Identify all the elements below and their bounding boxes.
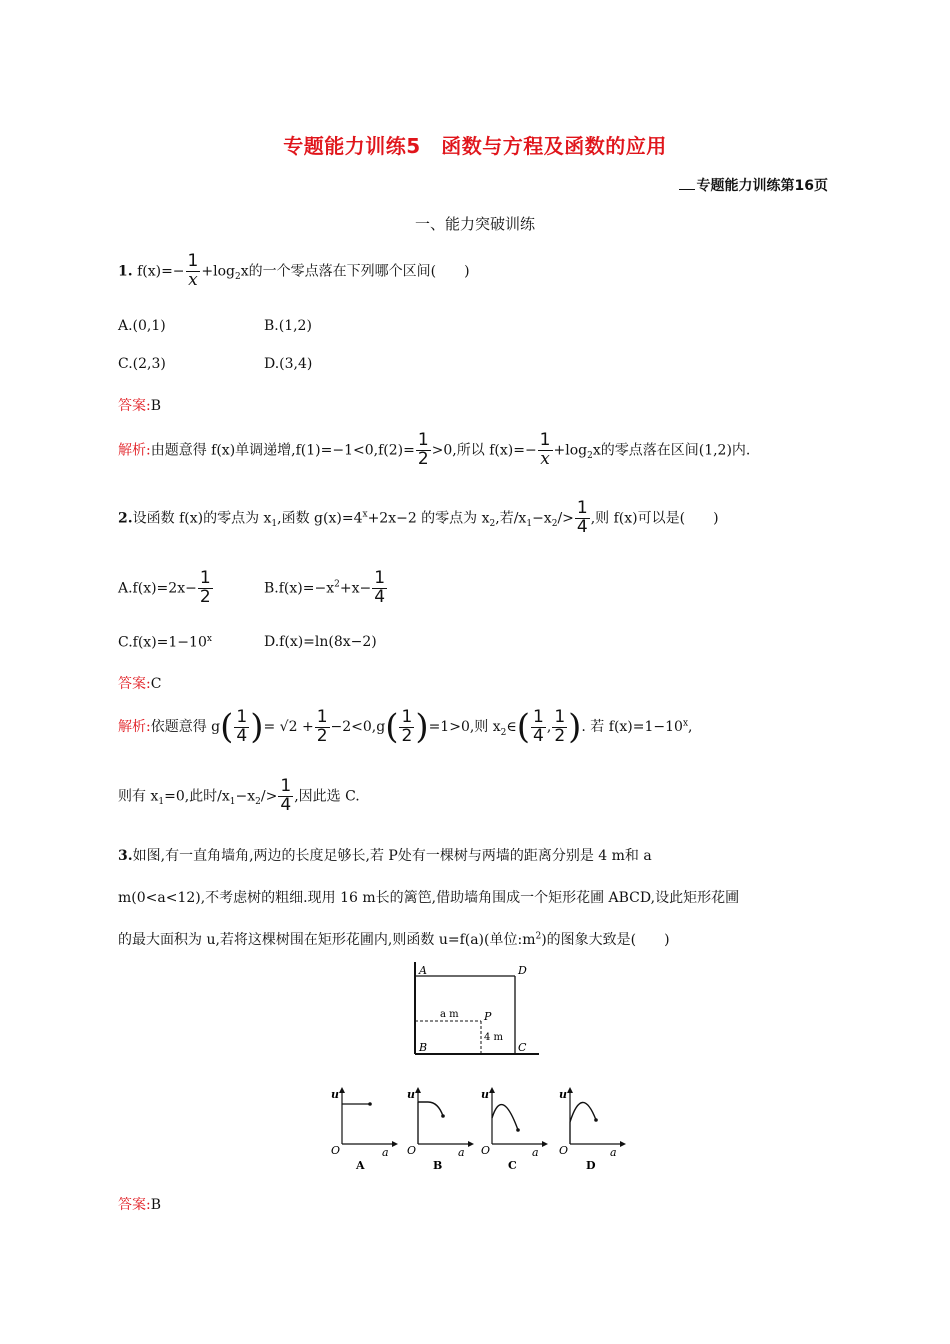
- option-a: A.(0,1): [118, 318, 166, 334]
- svg-text:O: O: [331, 1144, 341, 1157]
- page-title: 专题能力训练5 函数与方程及函数的应用: [283, 134, 667, 158]
- graph-d: [559, 1087, 626, 1172]
- svg-text:a: a: [382, 1146, 389, 1159]
- svg-text:A: A: [356, 1159, 365, 1172]
- svg-text:C: C: [508, 1159, 517, 1172]
- exercise-reference: 专题能力训练第16页: [679, 175, 828, 195]
- answer-1: 答案:B: [118, 398, 162, 414]
- answer-2: 答案:C: [118, 676, 162, 692]
- option-d: D.f(x)=ln(8x−2): [264, 634, 377, 650]
- svg-text:a: a: [532, 1146, 539, 1159]
- svg-text:O: O: [559, 1144, 569, 1157]
- analysis-2: 解析:依题意得 g( $\frac{1}{4}$ )= √2 + $\frac{1}{2}$ −2<0,g( $\frac{1}{2}$ )=1>0,则 $x_2\in$( $\frac{1}{4}$ , $\frac{1}{2}$ ). 若 $f(x)=1-10^x$,: [118, 706, 693, 747]
- question-1: 1. f(x)=− $\frac{1}{x}$ $+\log_2x$的一个零点落在下列哪个区间( ): [118, 251, 470, 290]
- svg-text:u: u: [559, 1088, 567, 1101]
- label-a-m: a m: [440, 1009, 459, 1020]
- svg-text:O: O: [407, 1144, 417, 1157]
- question-3-line-3: 的最大面积为 u,若将这棵树围在矩形花圃内,则函数 u=f(a)(单位$:m^2$)的图象大致是( ): [118, 931, 670, 948]
- label-p: P: [484, 1010, 492, 1023]
- wall-corner-figure: [405, 960, 545, 1060]
- svg-text:a: a: [458, 1146, 465, 1159]
- analysis-2-continued: 则有 $x_1=0$,此时$/x_1-x_2/>$ $\frac{1}{4}$ ,因此选 C.: [118, 776, 360, 815]
- analysis-1: 解析:由题意得 f(x)单调递增,f(1)=−1<0,f(2)= $\frac{1}{2}$ >0,所以 f(x)=− $\frac{1}{x}$ $+\log_2x$的零点落在区间(1,2)内.: [118, 430, 751, 469]
- svg-text:D: D: [586, 1159, 596, 1172]
- graph-a: [331, 1087, 398, 1172]
- question-3-line-1: 3.如图,有一直角墙角,两边的长度足够长,若 P处有一棵树与两墙的距离分别是 4 m和 a: [118, 848, 652, 864]
- option-c: C.(2,3): [118, 356, 166, 372]
- option-d: D.(3,4): [264, 356, 313, 372]
- answer-3: 答案:B: [118, 1197, 162, 1213]
- label-d: D: [518, 964, 527, 977]
- question-3-line-2: m(0<a<12),不考虑树的粗细.现用 16 m长的篱笆,借助墙角围成一个矩形花圃 ABCD,设此矩形花圃: [118, 890, 740, 906]
- graph-c: [481, 1087, 548, 1172]
- option-c: $C.f(x)=1-10^x$: [118, 634, 212, 651]
- section-heading: 一、能力突破训练: [414, 215, 535, 233]
- svg-text:B: B: [433, 1159, 443, 1172]
- answer-graphs: [320, 1082, 630, 1172]
- svg-text:a: a: [610, 1146, 617, 1159]
- svg-text:u: u: [407, 1088, 415, 1101]
- graph-b: [407, 1087, 474, 1172]
- option-a: A.f(x)=2x− $\frac{1}{2}$: [118, 568, 211, 607]
- label-b: B: [419, 1041, 428, 1054]
- svg-text:u: u: [481, 1088, 489, 1101]
- label-c: C: [518, 1041, 527, 1054]
- question-2: 2.设函数 f(x)的零点为 $x_1$,函数 $g(x)=4^x+2x-2$ 的零点为 $x_2$,若$/x_1-x_2/>$ $\frac{1}{4}$ ,则 f(x)可以是( ): [118, 498, 719, 537]
- svg-text:u: u: [331, 1088, 339, 1101]
- option-b: $B.f(x)=-x^2+x-$ $\frac{1}{4}$: [264, 568, 386, 607]
- fraction: $\frac{1}{x}$: [187, 251, 199, 290]
- option-b: B.(1,2): [264, 318, 312, 334]
- label-a: A: [419, 964, 427, 977]
- label-4m: 4 m: [484, 1032, 504, 1043]
- svg-text:O: O: [481, 1144, 491, 1157]
